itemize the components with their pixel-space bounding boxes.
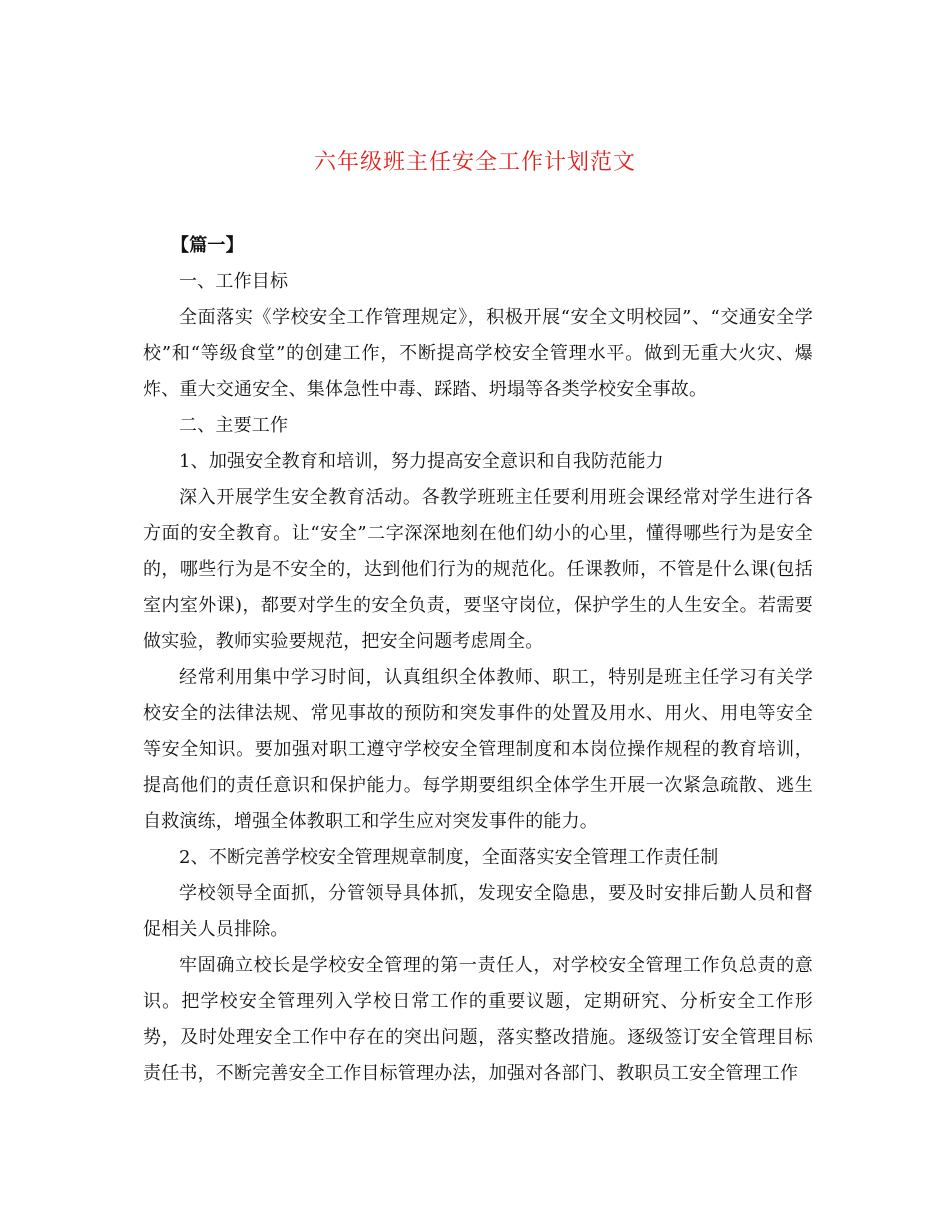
paragraph-item-2-heading: 2、不断完善学校安全管理规章制度，全面落实安全管理工作责任制 — [179, 847, 719, 868]
document-title: 六年级班主任安全工作计划范文 — [313, 150, 636, 175]
paragraph-goal: 全面落实《学校安全工作管理规定》，积极开展“安全文明校园”、“交通安全学校”和“等级食堂”的创建工作，不断提高学校安全管理水平。做到无重大火灾、爆炸、重大交通安全、集体急性中毒、踩踏、坍塌等各类学校安全事故。 — [143, 307, 813, 400]
paragraph-item-1-heading: 1、加强安全教育和培训，努力提高安全意识和自我防范能力 — [179, 451, 664, 472]
paragraph-goal-heading: 一、工作目标 — [179, 271, 289, 292]
section-label: 【篇一】 — [171, 235, 244, 256]
document-body — [143, 228, 813, 1092]
paragraph-main-work-heading: 二、主要工作 — [179, 415, 289, 436]
paragraph-principal-responsibility: 牢固确立校长是学校安全管理的第一责任人，对学校安全管理工作负总责的意识。把学校安全管理列入学校日常工作的重要议题，定期研究、分析安全工作形势，及时处理安全工作中存在的突出问题，落实整改措施。逐级签订安全管理目标责任书，不断完善安全工作目标管理办法，加强对各部门、教职员工安全管理工作 — [143, 955, 813, 1084]
paragraph-leadership: 学校领导全面抓，分管领导具体抓，发现安全隐患，要及时安排后勤人员和督促相关人员排除。 — [143, 883, 813, 940]
paragraph-student-education: 深入开展学生安全教育活动。各教学班班主任要利用班会课经常对学生进行各方面的安全教育。让“安全”二字深深地刻在他们幼小的心里，懂得哪些行为是安全的，哪些行为是不安全的，达到他们行为的规范化。任课教师，不管是什么课(包括室内室外课)，都要对学生的安全负责，要坚守岗位，保护学生的人生安全。若需要做实验，教师实验要规范，把安全问题考虑周全。 — [143, 487, 813, 652]
paragraph-staff-training: 经常利用集中学习时间，认真组织全体教师、职工，特别是班主任学习有关学校安全的法律法规、常见事故的预防和突发事件的处置及用水、用火、用电等安全等安全知识。要加强对职工遵守学校安全管理制度和本岗位操作规程的教育培训，提高他们的责任意识和保护能力。每学期要组织全体学生开展一次紧急疏散、逃生自救演练，增强全体教职工和学生应对突发事件的能力。 — [143, 667, 813, 832]
